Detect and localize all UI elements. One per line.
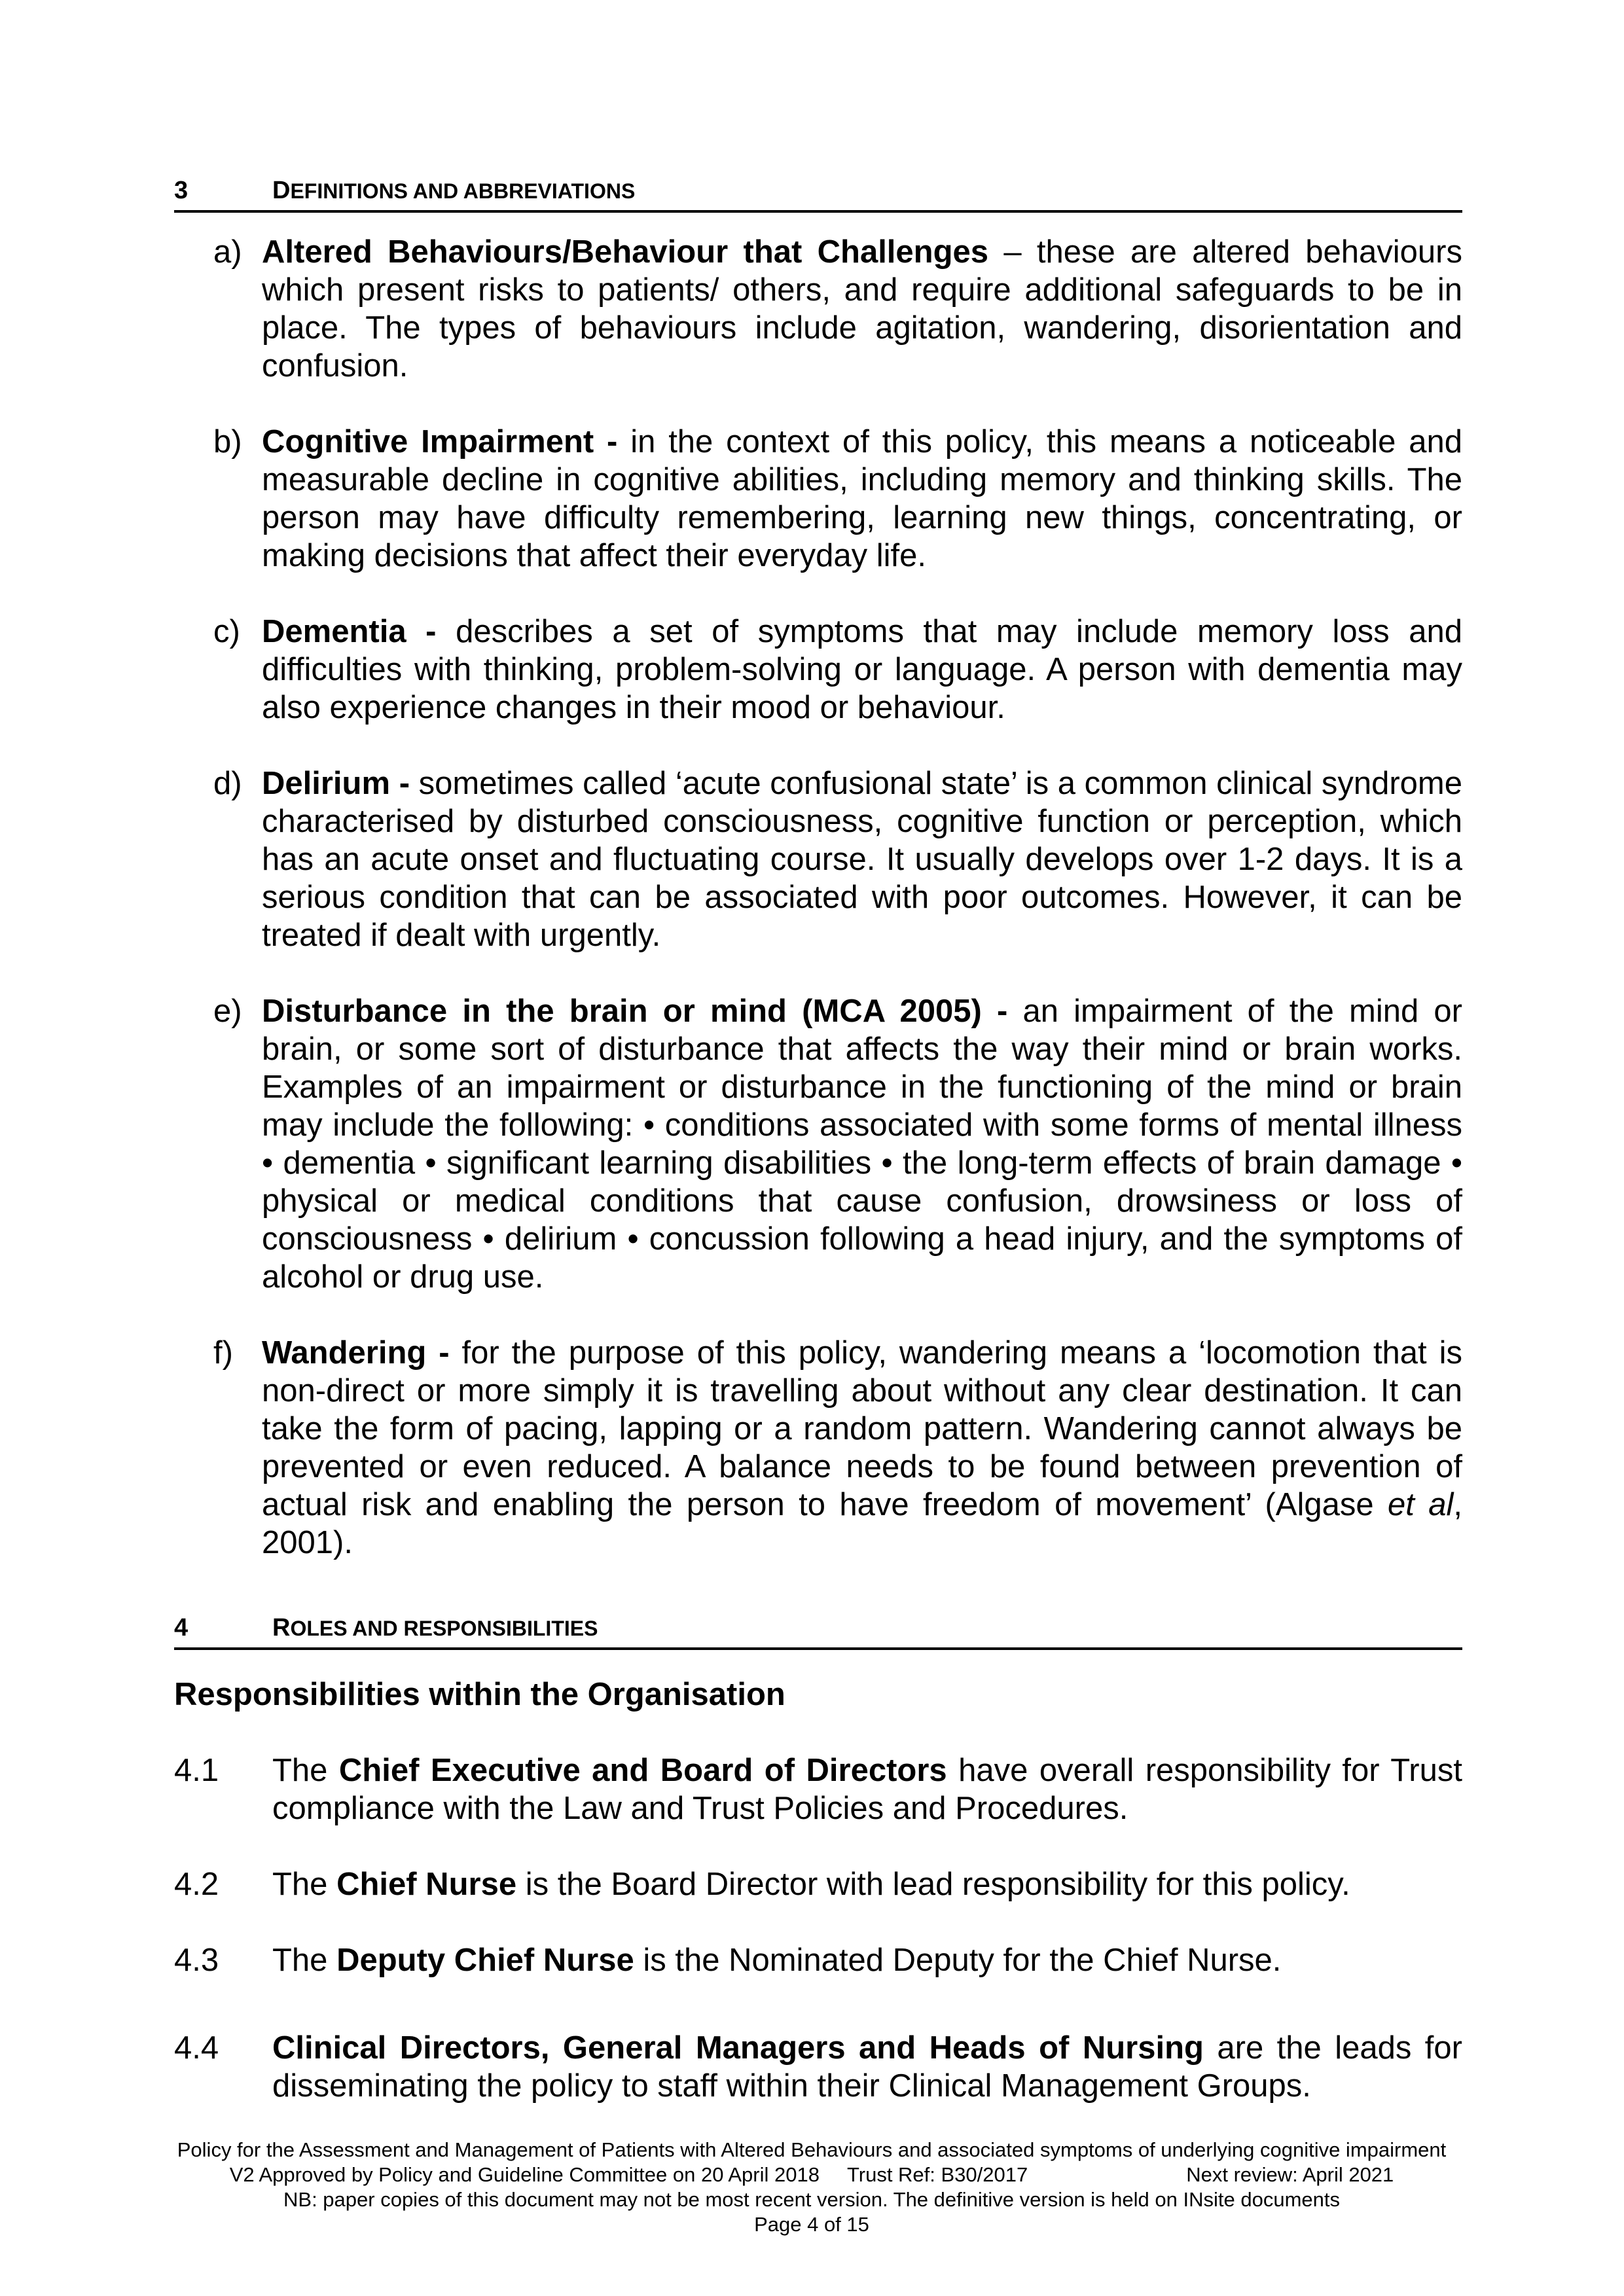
definition-label: c) [213,614,240,649]
definition-label: b) [213,424,242,459]
role-number: 4.2 [174,1867,219,1902]
definition-term: Wandering - [262,1335,450,1371]
definition-term: Disturbance in the brain or mind (MCA 2005) - [262,994,1008,1029]
role-pre: The [272,1943,337,1978]
role-bold: Clinical Directors, General Managers and Heads of Nursing [272,2030,1204,2066]
definition-term: Altered Behaviours/Behaviour that Challenges [262,234,989,270]
section-3-heading [174,175,1462,213]
role-number: 4.1 [174,1753,219,1788]
definition-text: – these are altered behaviours which present risks to patients/ others, and require additional safeguards to be in place. The types of behaviours include agitation, wandering, disorientation and confusion. [262,234,1462,384]
page-number: Page 4 of 15 [754,2213,869,2236]
definition-text: in the context of this policy, this means a noticeable and measurable decline in cognitive abilities, including memory and thinking skills. The person may have difficulty remembering, learning new things, concentrating, or making decisions that affect their everyday life. [262,424,1462,573]
definition-label: e) [213,994,242,1029]
role-bold: Deputy Chief Nurse [336,1943,634,1978]
section-title-initial: R [272,1614,291,1641]
section-title-rest: EFINITIONS AND ABBREVIATIONS [290,179,636,203]
footer-next-review: Next review: April 2021 [1186,2163,1394,2186]
definitions-list [174,233,1462,1600]
footer-trust-ref: Trust Ref: B30/2017 [846,2163,1028,2186]
definition-label: a) [213,234,242,270]
role-pre: The [272,1753,339,1788]
section-title-rest: OLES AND RESPONSIBILITIES [290,1617,598,1640]
role-number: 4.4 [174,2030,219,2066]
definition-item [174,423,1462,575]
role-item [174,1865,1462,1903]
definition-italic: et al [1388,1487,1454,1522]
definition-term: Cognitive Impairment - [262,424,618,459]
definition-term: Delirium - [262,766,410,801]
role-post: are the leads for disseminating the policy to staff within their Clinical Management Groups. [272,2030,1462,2104]
definition-text: sometimes called ‘acute confusional state’ is a common clinical syndrome characterised by disturbed consciousness, cognitive function or perception, which has an acute onset and fluctuating course. It usually develops over 1-2 days. It is a serious condition that can be associated with poor outcomes. However, it can be treated if dealt with urgently. [262,766,1463,953]
definition-label: d) [213,766,242,801]
definition-tail: , 2001). [262,1487,1462,1560]
role-post: have overall responsibility for Trust compliance with the Law and Trust Policies and Procedures. [272,1753,1462,1826]
footer-policy-title: Policy for the Assessment and Management of Patients with Altered Behaviours and associated symptoms of underlying cognitive impairment [177,2138,1447,2161]
definition-item [174,613,1462,726]
role-pre: The [272,1867,337,1902]
role-bold: Chief Executive and Board of Directors [338,1753,947,1788]
role-post: is the Board Director with lead responsibility for this policy. [516,1867,1350,1902]
footer-approval: V2 Approved by Policy and Guideline Committee on 20 April 2018 [229,2163,820,2186]
role-post: is the Nominated Deputy for the Chief Nurse. [634,1943,1282,1978]
section-4-heading [174,1613,1462,1650]
section-number: 3 [174,177,189,204]
role-item [174,2029,1462,2105]
role-bold: Chief Nurse [336,1867,517,1902]
section-title-initial: D [272,177,291,204]
definition-text: for the purpose of this policy, wandering means a ‘locomotion that is non-direct or more simply it is travelling about without any clear destination. It can take the form of pacing, lapping or a random pattern. Wandering cannot always be prevented or even reduced. A balance needs to be found between prevention of actual risk and enabling the person to have freedom of movement’ (Algase [262,1335,1462,1522]
definition-term: Dementia - [262,614,437,649]
definition-item [174,1334,1462,1562]
page-footer [79,2138,1545,2237]
section-number: 4 [174,1614,189,1641]
role-item [174,1941,1462,1979]
definition-item [174,233,1462,385]
footer-note: NB: paper copies of this document may not be most recent version. The definitive version is held on INsite documents [283,2188,1340,2211]
subheading: Responsibilities within the Organisation [174,1677,785,1712]
definition-text: describes a set of symptoms that may include memory loss and difficulties with thinking, problem-solving or language. A person with dementia may also experience changes in their mood or behaviour. [262,614,1462,725]
definition-item [174,764,1462,954]
role-number: 4.3 [174,1943,219,1978]
definition-label: f) [213,1335,233,1371]
definition-item [174,992,1462,1296]
role-item [174,1751,1462,1827]
definition-text: an impairment of the mind or brain, or some sort of disturbance that affects the way their mind or brain works. Examples of an impairment or disturbance in the functioning of the mind or brain may include the following: • conditions associated with some forms of mental illness • dementia • significant learning disabilities • the long-term effects of brain damage • physical or medical conditions that cause confusion, drowsiness or loss of consciousness • delirium • concussion following a head injury, and the symptoms of alcohol or drug use. [262,994,1462,1295]
